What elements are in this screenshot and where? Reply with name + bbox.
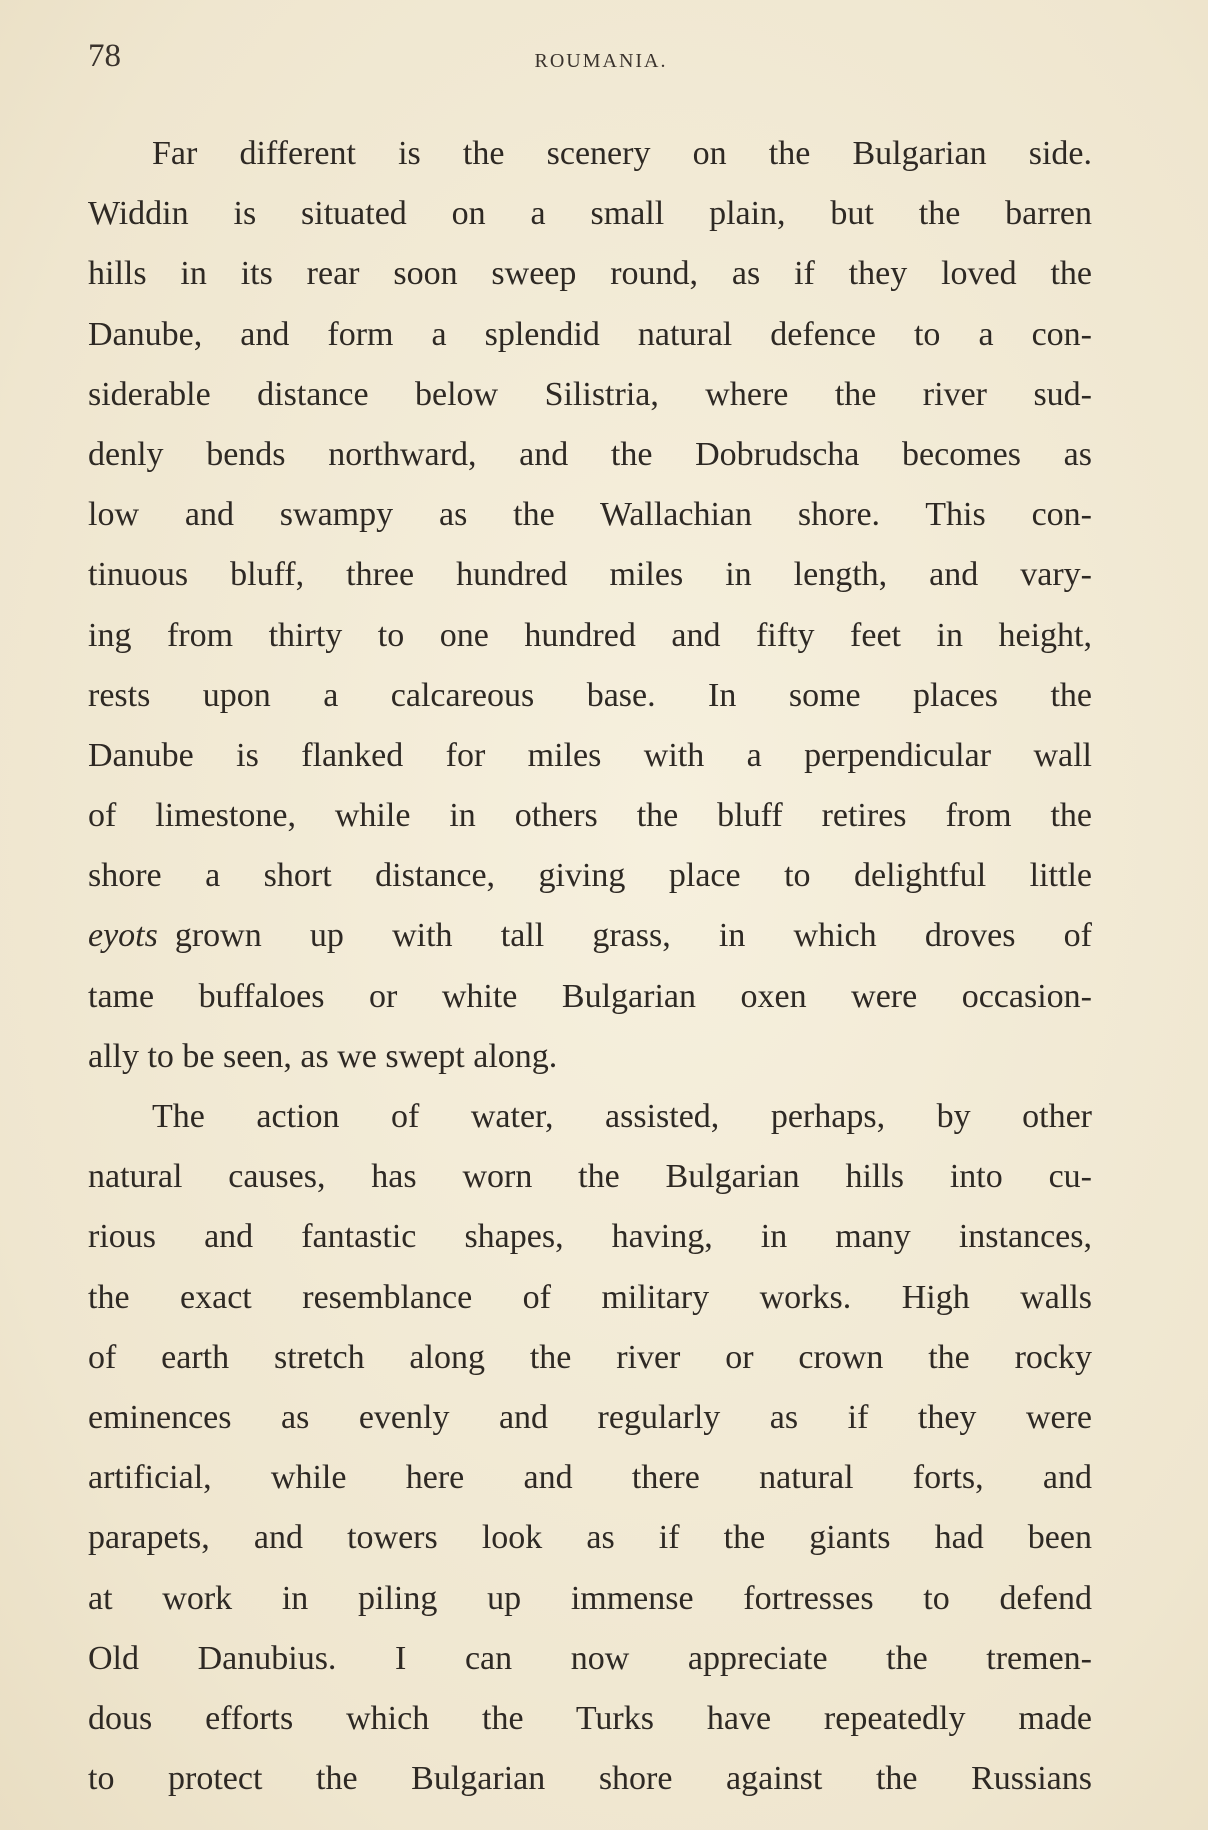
body-text (88, 124, 1092, 1809)
paragraph-1 (88, 124, 1092, 1087)
running-head: ROUMANIA. (534, 50, 668, 72)
text-line: ing from thirty to one hundred and fifty feet in height, (88, 616, 1092, 654)
text-line: low and swampy as the Wallachian shore. This con- (88, 496, 1092, 534)
text-line: tinuous bluff, three hundred miles in length, and vary- (88, 556, 1092, 594)
page-header (88, 38, 1114, 88)
text-line: the exact resemblance of military works. High walls (88, 1278, 1092, 1316)
text-line: parapets, and towers look as if the giants had been (88, 1519, 1092, 1557)
text-line: Far different is the scenery on the Bulgarian side. (152, 135, 1092, 172)
text-line: dous efforts which the Turks have repeatedly made (88, 1699, 1092, 1737)
text-line: ally to be seen, as we swept along. (88, 1037, 558, 1075)
text-line: Widdin is situated on a small plain, but the barren (88, 195, 1092, 233)
text-line: of earth stretch along the river or crown the rocky (88, 1338, 1092, 1376)
text-line: The action of water, assisted, perhaps, by other (152, 1098, 1092, 1135)
italic-word: eyots (88, 917, 158, 955)
text-line: at work in piling up immense fortresses to defend (88, 1579, 1092, 1617)
text-line: Old Danubius. I can now appreciate the tremen- (88, 1639, 1092, 1677)
text-line: rests upon a calcareous base. In some places the (88, 676, 1092, 714)
text-line: shore a short distance, giving place to delightful little (88, 857, 1092, 895)
text-line: Danube is flanked for miles with a perpendicular wall (88, 736, 1092, 774)
text-line-rest: grown up with tall grass, in which droves of (174, 917, 1092, 955)
text-line: denly bends northward, and the Dobrudscha becomes as (88, 435, 1092, 473)
text-line: rious and fantastic shapes, having, in many instances, (88, 1218, 1092, 1256)
text-line-with-italic (88, 906, 1092, 966)
text-line: natural causes, has worn the Bulgarian hills into cu- (88, 1158, 1092, 1196)
text-line: siderable distance below Silistria, where the river sud- (88, 375, 1092, 413)
page-number: 78 (88, 38, 121, 74)
text-line: Danube, and form a splendid natural defence to a con- (88, 315, 1092, 353)
paragraph-2 (88, 1087, 1092, 1809)
text-line: of limestone, while in others the bluff retires from the (88, 797, 1092, 835)
text-line: artificial, while here and there natural forts, and (88, 1459, 1092, 1497)
text-line: eminences as evenly and regularly as if they were (88, 1398, 1092, 1436)
text-line: hills in its rear soon sweep round, as if they loved the (88, 255, 1092, 293)
text-line: to protect the Bulgarian shore against the Russians (88, 1760, 1092, 1798)
text-line: tame buffaloes or white Bulgarian oxen were occasion- (88, 977, 1092, 1015)
